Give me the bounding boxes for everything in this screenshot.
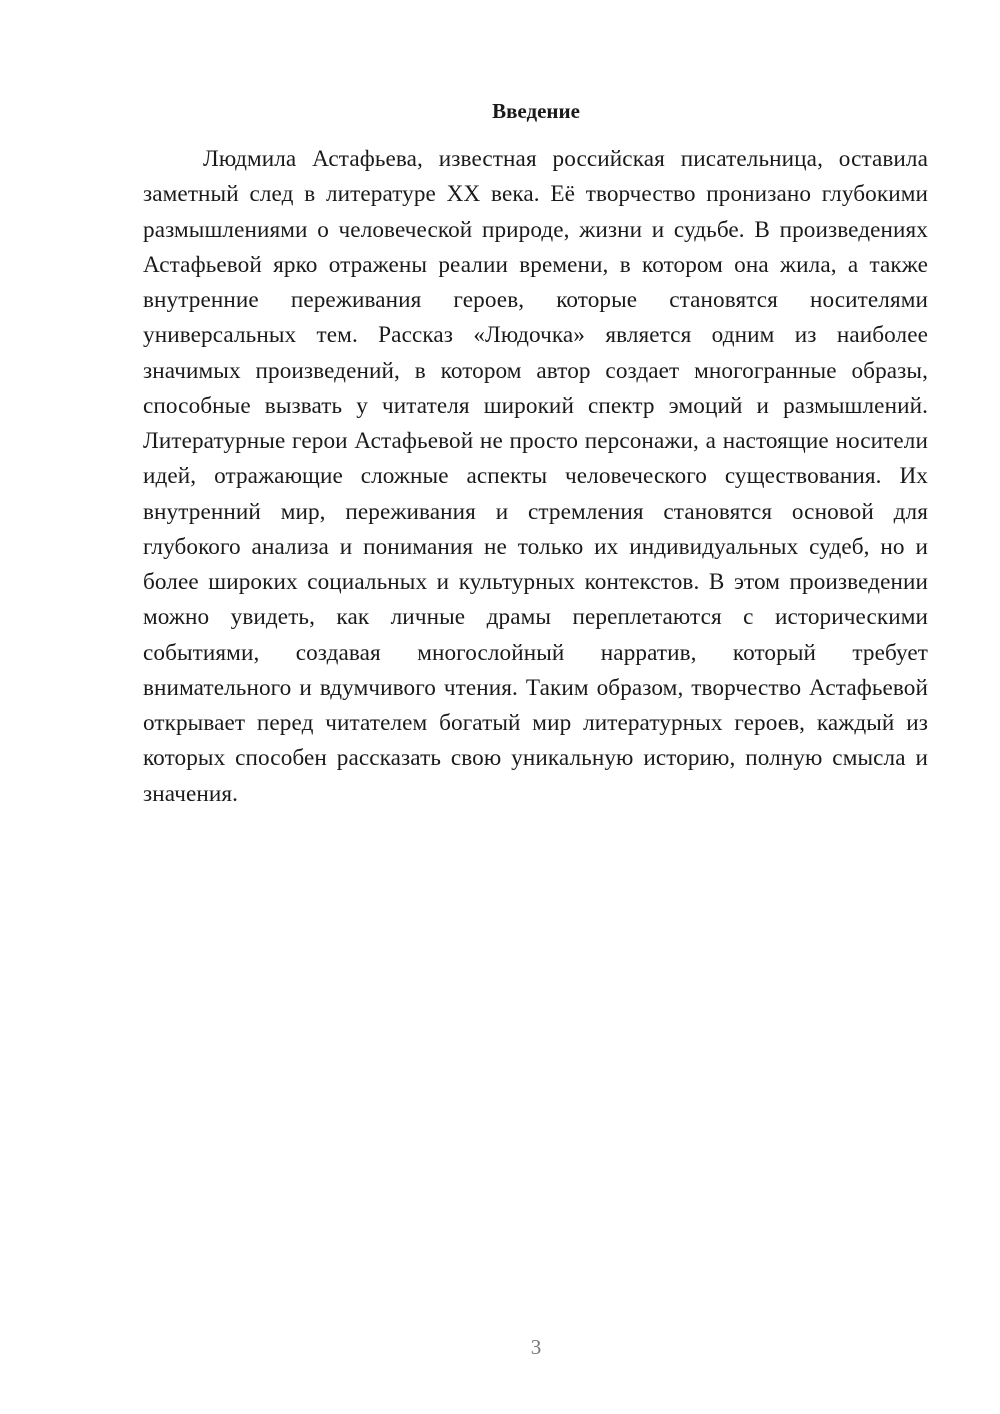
body-paragraph: Людмила Астафьева, известная российская писательница, оставила заметный след в литературе XX века. Её творчество пронизано глубокими размышлениями о человеческой природе, жизни и судьбе. В произведениях Астафьевой ярко отражены реалии времени, в котором она жила, а также внутренние переживания героев, которые становятся носителями универсальных тем. Рассказ «Людочка» является одним из наиболее значимых произведений, в котором автор создает многогранные образы, способные вызвать у читателя широкий спектр эмоций и размышлений. Литературные герои Астафьевой не просто персонажи, а настоящие носители идей, отражающие сложные аспекты человеческого существования. Их внутренний мир, переживания и стремления становятся основой для глубокого анализа и понимания не только их индивидуальных судеб, но и более широких социальных и культурных контекстов. В этом произведении можно увидеть, как личные драмы переплетаются с историческими событиями, создавая многослойный нарратив, который требует внимательного и вдумчивого чтения. Таким образом, творчество Астафьевой открывает перед читателем богатый мир литературных героев, каждый из которых способен рассказать свою уникальную историю, полную смысла и значения. <box>143 146 928 807</box>
page-number: 3 <box>530 1335 542 1359</box>
section-heading: Введение <box>492 99 580 123</box>
